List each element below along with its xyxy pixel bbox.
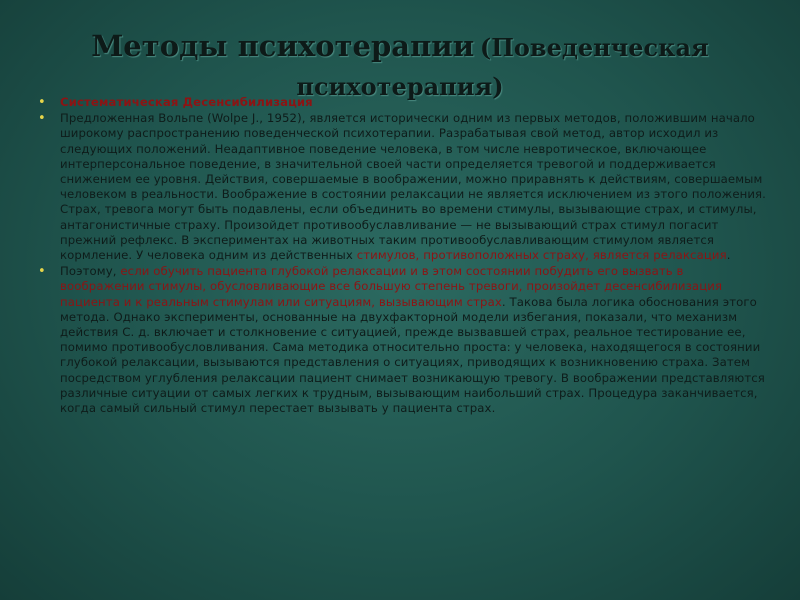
slide-content [36,95,766,417]
highlighted-text: если обучить пациента глубокой релаксации и в этом состоянии побудить его вызвать в воображении стимулы, обусловливающие все большую степень тревоги, произойдет десенсибилизация пациента и к реальным стимулам или ситуациям, вызывающим страх [60,264,723,309]
title-sub-part-1: (Поведенческая [479,33,709,62]
bullet-icon: • [38,111,46,127]
title-main: Методы психотерапии [91,29,475,63]
paragraph-text: Предложенная Вольпе (Wolpe J., 1952), является исторически одним из первых методов, положившим начало широкому распространению поведенческой психотерапии. Разрабатывая свой метод, автор исходил из следующих положений. Неадаптивное поведение человека, в том числе невротическое, включающее интерперсональное поведение, в значительной своей части определяется тревогой и поддерживается снижением ее уровня. Действия, совершаемые в воображении, можно приравнять к действиям, совершаемым человеком в реальности. Воображение в состоянии релаксации не является исключением из этого положения. Страх, тревога могут быть подавлены, если объединить во времени стимулы, вызывающие страх, и стимулы, антагонистичные страху. Произойдет противообуславливание — не вызывающий страх стимул погасит прежний рефлекс. В экспериментах на животных таким противообуславливающим стимулом является кормление. У человека одним из действенных [60,111,766,263]
highlighted-text: стимулов, противоположных страху, является релаксация [356,248,727,263]
bullet-item-method-name [36,95,766,110]
bullet-item-wolpe-description [36,111,766,263]
method-name: Систематическая Десенсибилизация [60,95,313,109]
bullet-item-method-logic [36,264,766,416]
paragraph-text-end: . Такова была логика обоснования этого метода. Однако эксперименты, основанные на двухфакторной модели избегания, показали, что механизм действия С. д. включает и столкновение с ситуацией, прежде вызвавшей страх, реальное тестирование ее, помимо противообусловливания. Сама методика относительно проста: у человека, находящегося в состоянии глубокой релаксации, вызываются представления о ситуациях, приводящих к возникновению страха. Затем посредством углубления релаксации пациент снимает возникающую тревогу. В воображении представляются различные ситуации от самых легких к трудным, вызывающим наибольший страх. Процедура заканчивается, когда самый сильный стимул перестает вызывать у пациента страх. [60,294,765,416]
bullet-icon: • [38,264,46,280]
title-line-1 [30,28,770,69]
paragraph-text: Поэтому, [60,264,121,279]
title-sub-part-2: психотерапия) [296,72,504,101]
paragraph-text-end: . [726,248,731,263]
bullet-icon: • [38,95,46,110]
